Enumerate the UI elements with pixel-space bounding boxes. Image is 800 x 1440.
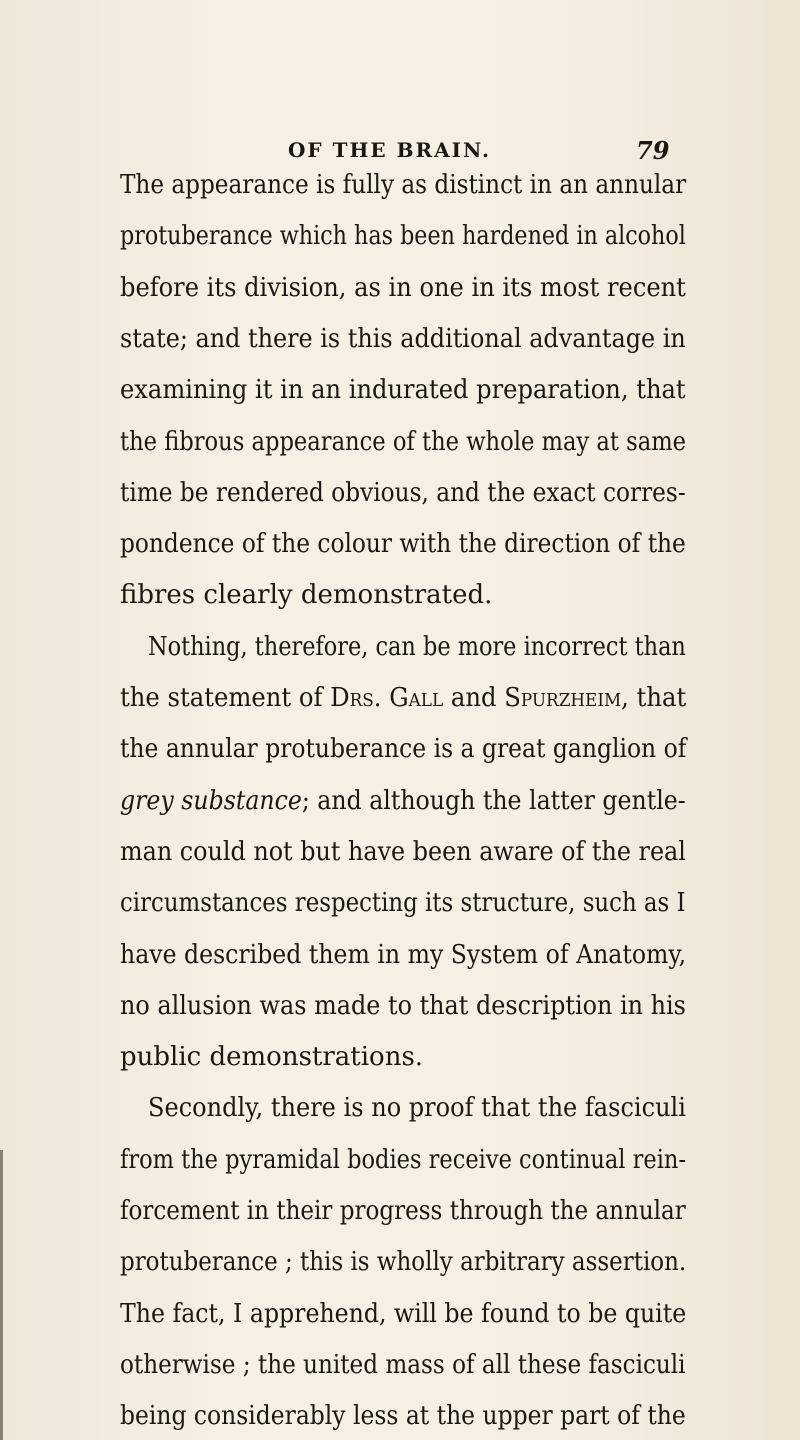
page-edge-shadow [0,1150,3,1440]
page-number: 79 [636,136,670,165]
text-span: and [443,683,505,713]
text-line [120,785,686,816]
text-line: examining it in an indurated preparation, that [120,375,686,406]
text-line: man could not but have been aware of the real [120,836,686,867]
text-line: state; and there is this additional advantage in [120,323,686,354]
text-line [120,685,686,711]
text-line: the annular protuberance is a great ganglion of [120,734,687,765]
text-line: protuberance ; this is wholly arbitrary assertion. [120,1247,687,1278]
text-line: before its division, as in one in its most recent [120,272,686,303]
text-line: Secondly, there is no proof that the fasciculi [148,1093,686,1124]
text-line: The fact, I apprehend, will be found to be quite [120,1298,687,1329]
text-line: Nothing, therefore, can be more incorrect than [148,631,686,662]
italic-term: grey substance [120,785,302,816]
text-line: pondence of the colour with the direction of the [120,529,686,560]
text-span: , that [621,683,687,713]
text-line: otherwise ; the united mass of all these fasciculi [120,1349,686,1380]
text-line: The appearance is fully as distinct in an annular [120,170,687,200]
text-line: forcement in their progress through the annular [120,1196,686,1226]
running-head: OF THE BRAIN. [288,138,491,162]
text-line: no allusion was made to that description in his [120,990,686,1021]
author-names: Drs. Gall [330,683,444,713]
text-line: protuberance which has been hardened in alcohol [120,221,686,252]
text-span: the statement of [120,683,331,713]
text-line: from the pyramidal bodies receive continual rein- [120,1144,687,1175]
text-line: have described them in my System of Anatomy, [120,939,687,970]
text-line: circumstances respecting its structure, such as I [120,888,686,919]
text-line: the fibrous appearance of the whole may at same [120,426,687,457]
text-line: being considerably less at the upper part of the [120,1401,686,1432]
text-span: ; and although the latter gentle- [301,785,686,816]
author-name: Spurzheim [504,683,622,713]
text-line: public demonstrations. [120,1042,424,1073]
text-line: fibres clearly demonstrated. [120,580,493,611]
text-line: time be rendered obvious, and the exact corres- [120,477,686,508]
